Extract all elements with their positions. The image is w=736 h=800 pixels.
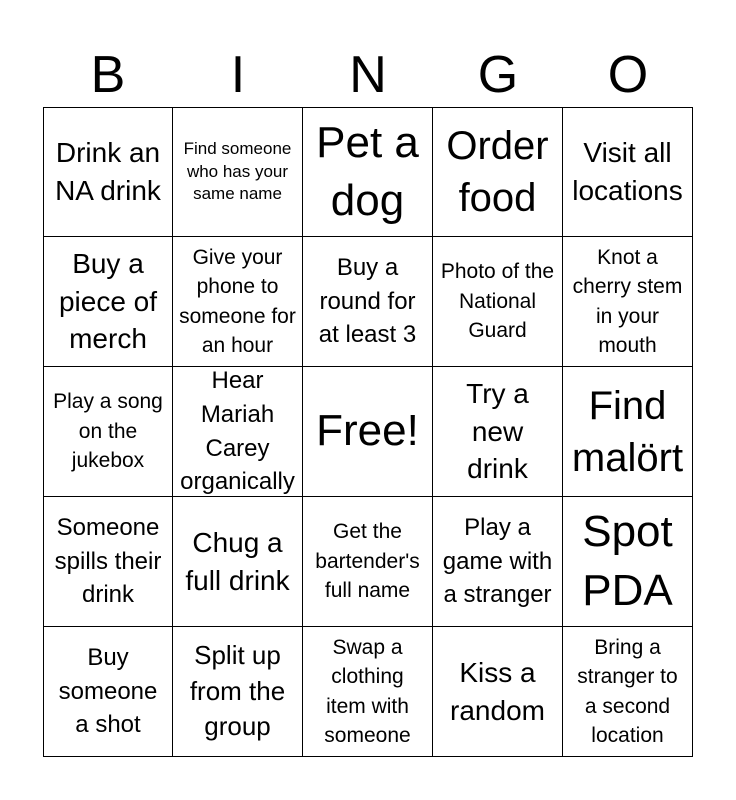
cell-text: Buy someone a shot — [58, 644, 158, 739]
cell-text: Buy a piece of merch — [58, 247, 158, 355]
bingo-cell[interactable] — [303, 107, 433, 237]
cell-text: Kiss a random — [450, 656, 545, 726]
bingo-cell[interactable] — [433, 237, 563, 367]
bingo-cell[interactable] — [433, 367, 563, 497]
cell-text: Chug a full drink — [185, 526, 290, 596]
cell-text: Order food — [446, 124, 549, 220]
bingo-cell[interactable] — [563, 367, 693, 497]
bingo-cell[interactable] — [563, 627, 693, 757]
bingo-cell[interactable] — [433, 107, 563, 237]
cell-text: Spot PDA — [582, 507, 673, 615]
bingo-cell[interactable] — [43, 627, 173, 757]
bingo-cell[interactable] — [303, 237, 433, 367]
cell-text: Find malört — [571, 383, 684, 480]
cell-text: Split up from the group — [189, 639, 286, 742]
bingo-board — [43, 107, 693, 757]
bingo-cell[interactable] — [43, 367, 173, 497]
bingo-cell[interactable] — [43, 107, 173, 237]
cell-text: Swap a clothing item with someone — [324, 635, 411, 747]
cell-text: Bring a stranger to a second location — [577, 635, 678, 747]
bingo-cell[interactable] — [173, 627, 303, 757]
header-letter-i: I — [230, 46, 246, 104]
header-letter-b: B — [90, 46, 126, 104]
bingo-header — [43, 44, 693, 106]
bingo-cell[interactable] — [563, 107, 693, 237]
cell-text: Photo of the National Guard — [440, 260, 555, 343]
cell-text: Visit all locations — [572, 137, 683, 206]
bingo-cell[interactable] — [173, 237, 303, 367]
bingo-cell[interactable] — [433, 627, 563, 757]
cell-text: Play a game with a stranger — [442, 514, 553, 609]
bingo-cell[interactable] — [303, 627, 433, 757]
bingo-cell[interactable] — [43, 237, 173, 367]
bingo-cell[interactable] — [303, 367, 433, 497]
cell-text: Find someone who has your same name — [183, 138, 292, 204]
bingo-cell[interactable] — [173, 497, 303, 627]
header-letter-g: G — [477, 46, 519, 104]
bingo-cell[interactable] — [563, 237, 693, 367]
cell-text: Try a new drink — [466, 377, 529, 485]
cell-text: Give your phone to someone for an hour — [179, 245, 296, 357]
bingo-cell[interactable] — [433, 497, 563, 627]
cell-text: Play a song on the jukebox — [53, 390, 163, 473]
cell-text: Drink an NA drink — [55, 137, 161, 206]
bingo-cell[interactable] — [173, 367, 303, 497]
bingo-cell[interactable] — [43, 497, 173, 627]
bingo-cell[interactable] — [563, 497, 693, 627]
cell-text: Knot a cherry stem in your mouth — [572, 245, 683, 357]
cell-text: Buy a round for at least 3 — [318, 254, 417, 349]
bingo-cell[interactable] — [303, 497, 433, 627]
cell-text: Pet a dog — [316, 117, 419, 225]
cell-text: Free! — [316, 406, 419, 456]
cell-text: Get the bartender's full name — [315, 520, 420, 603]
header-letter-n: N — [349, 46, 387, 104]
bingo-cell[interactable] — [173, 107, 303, 237]
cell-text: Hear Mariah Carey organically — [180, 367, 295, 496]
cell-text: Someone spills their drink — [54, 514, 162, 609]
header-letter-o: O — [607, 46, 649, 104]
